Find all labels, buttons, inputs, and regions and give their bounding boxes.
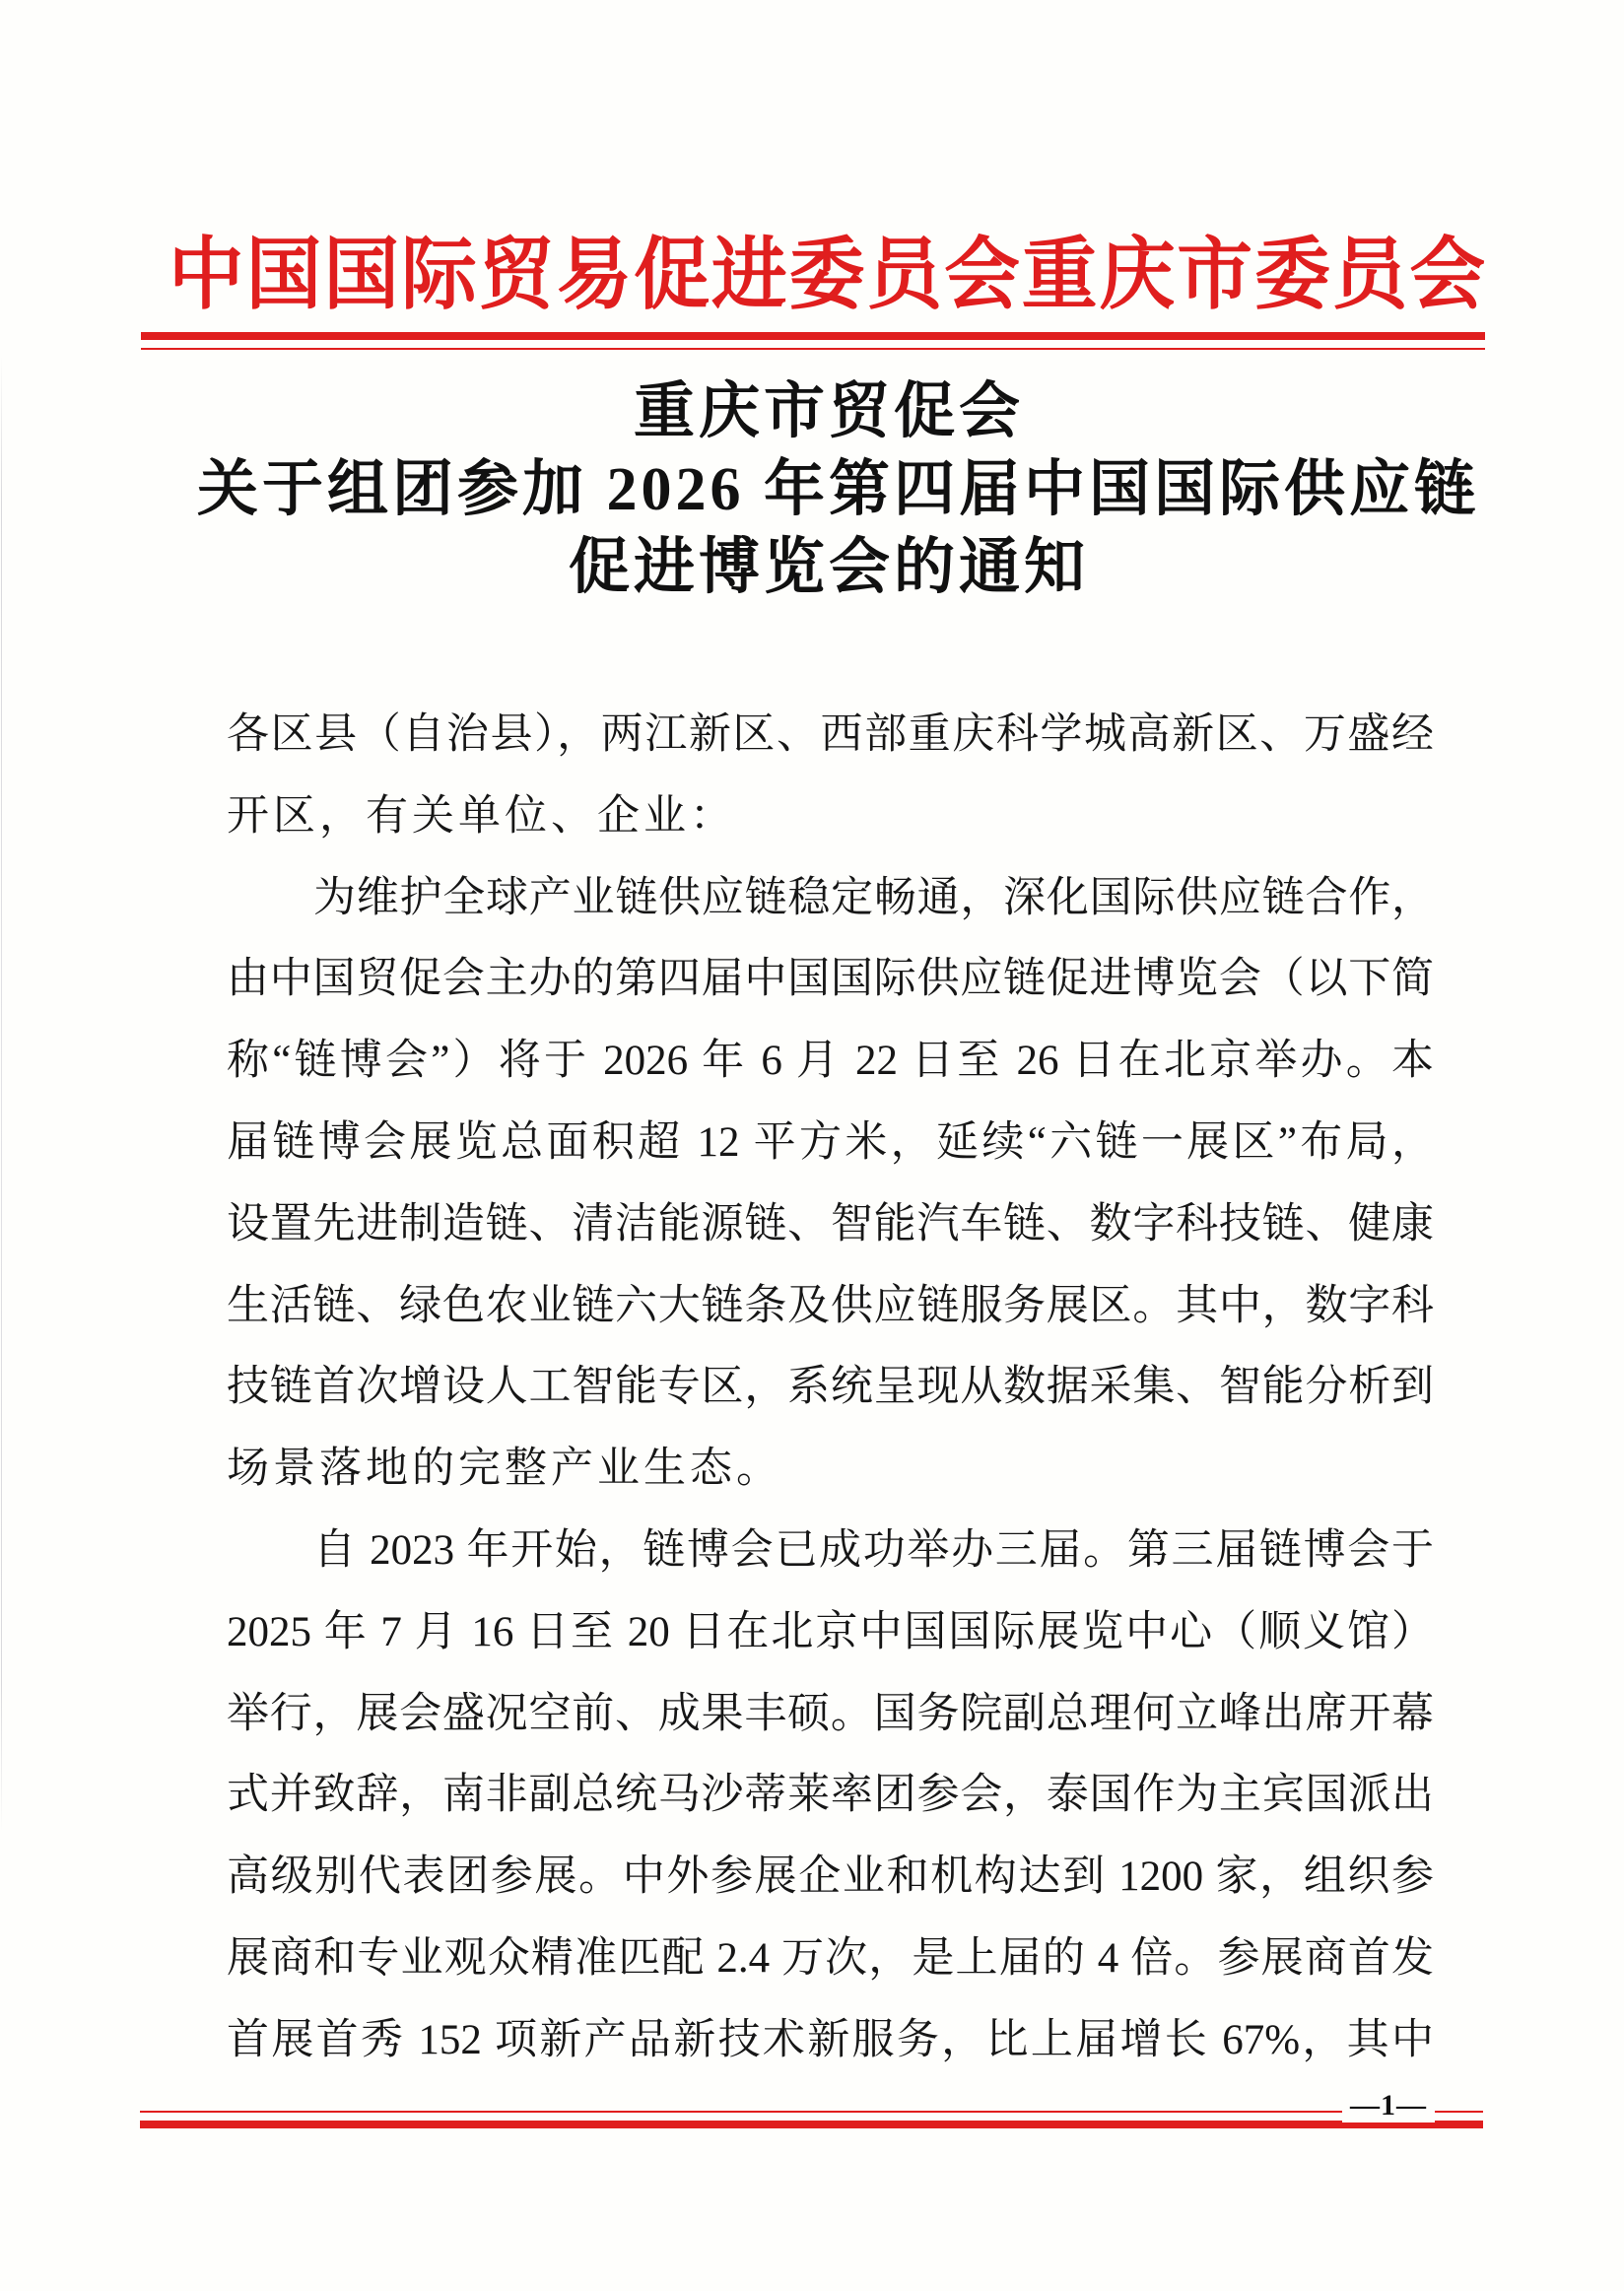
paragraph-line: 展商和专业观众精准匹配 2.4 万次，是上届的 4 倍。参展商首发 [227, 1934, 1434, 1982]
letterhead-rule-thick [141, 332, 1485, 340]
paragraph-line: 2025 年 7 月 16 日至 20 日在北京中国国际展览中心（顺义馆） [227, 1608, 1434, 1655]
letterhead-masthead [141, 229, 1488, 323]
addressee-line: 开区，有关单位、企业： [227, 792, 736, 840]
paragraph-line: 设置先进制造链、清洁能源链、智能汽车链、数字科技链、健康 [227, 1200, 1434, 1247]
paragraph-line: 由中国贸促会主办的第四届中国国际供应链促进博览会（以下简 [227, 956, 1434, 1003]
footer-rule-thick [140, 2121, 1483, 2128]
letterhead-title: 中国国际贸易促进委员会重庆市委员会 [168, 233, 1488, 319]
scan-edge-artifact [1, 355, 2, 1833]
page-number: —1— [1342, 2089, 1435, 2123]
paragraph-line: 场景落地的完整产业生态。 [227, 1446, 782, 1493]
paragraph-line: 为维护全球产业链供应链稳定畅通，深化国际供应链合作， [313, 874, 1434, 921]
paragraph-line: 举行，展会盛况空前、成果丰硕。国务院副总理何立峰出席开幕 [227, 1690, 1434, 1737]
paragraph-line: 称“链博会”）将于 2026 年 6 月 22 日至 26 日在北京举办。本 [227, 1038, 1434, 1085]
footer-rule-thin [140, 2111, 1483, 2113]
letterhead-rule-thin [141, 348, 1485, 350]
document-title-line: 重庆市贸促会 [633, 378, 1024, 445]
paragraph-line: 式并致辞，南非副总统马沙蒂莱率团参会，泰国作为主宾国派出 [227, 1772, 1434, 1819]
document-body [227, 695, 1434, 2082]
paragraph-line: 高级别代表团参展。中外参展企业和机构达到 1200 家，组织参 [227, 1853, 1434, 1901]
document-title-line: 关于组团参加 2026 年第四届中国国际供应链 [197, 456, 1480, 523]
addressee-line: 各区县（自治县），两江新区、西部重庆科学城高新区、万盛经 [227, 711, 1434, 758]
document-title-line: 促进博览会的通知 [568, 534, 1089, 601]
document-title [197, 373, 1480, 607]
paragraph-line: 自 2023 年开始，链博会已成功举办三届。第三届链博会于 [313, 1526, 1434, 1574]
paragraph-line: 届链博会展览总面积超 12 平方米，延续“六链一展区”布局， [227, 1118, 1434, 1166]
paragraph-line: 首展首秀 152 项新产品新技术新服务，比上届增长 67%，其中 [227, 2016, 1434, 2063]
paragraph-line: 技链首次增设人工智能专区，系统呈现从数据采集、智能分析到 [227, 1364, 1434, 1411]
paragraph-line: 生活链、绿色农业链六大链条及供应链服务展区。其中，数字科 [227, 1282, 1434, 1329]
